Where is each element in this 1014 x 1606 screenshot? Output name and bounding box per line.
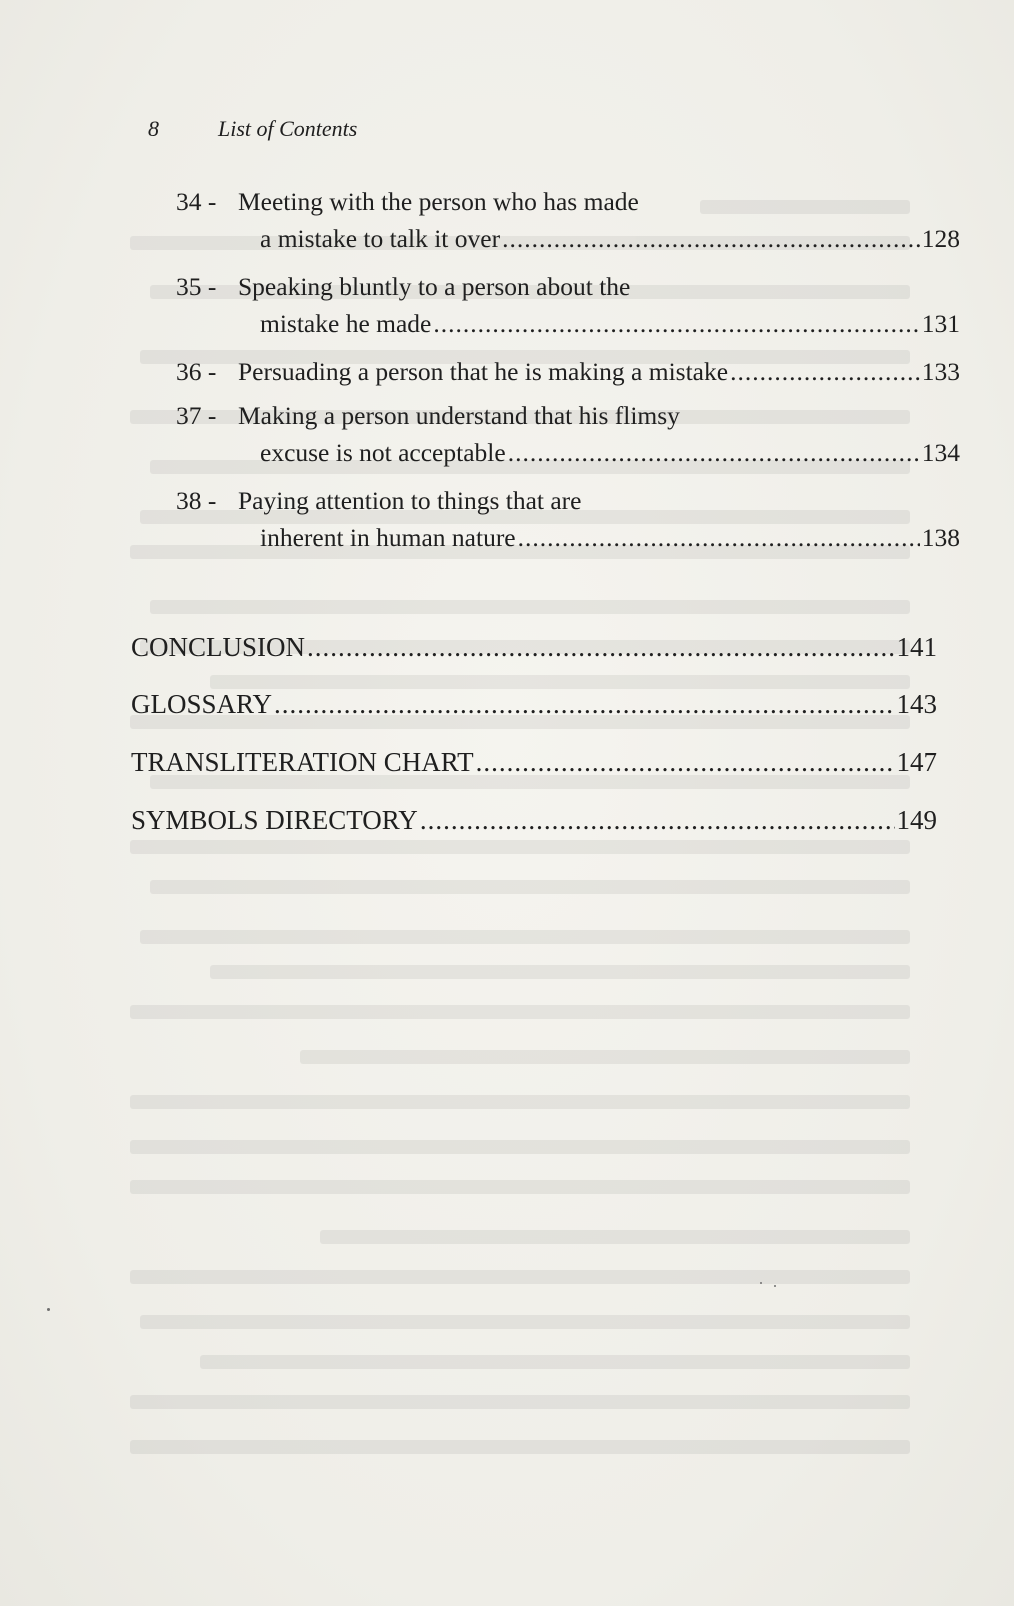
entry-number: 34 - (176, 187, 217, 216)
entry-title-line1: Speaking bluntly to a person about the (238, 272, 631, 301)
section-title: SYMBOLS DIRECTORY (131, 805, 418, 835)
contents-entry (176, 268, 960, 342)
contents-entry (176, 482, 960, 556)
entry-title-line2: excuse is not acceptable (260, 438, 506, 467)
paper-speck (760, 1282, 762, 1284)
section-title: TRANSLITERATION CHART (131, 747, 474, 777)
paper-speck (774, 1285, 776, 1287)
contents-section (131, 744, 937, 781)
section-page-number: 149 (896, 805, 937, 835)
section-title: CONCLUSION (131, 632, 306, 662)
entry-page-number: 134 (921, 438, 960, 467)
entry-title-line2: mistake he made (260, 309, 432, 338)
entry-number: 36 - (176, 357, 217, 386)
running-title: List of Contents (218, 116, 358, 141)
entry-title-line2: inherent in human nature (260, 523, 516, 552)
section-page-number: 141 (896, 632, 937, 662)
entry-title-line1: Making a person understand that his flimsy (238, 401, 680, 430)
contents-entry (176, 183, 960, 257)
contents-entry (176, 353, 960, 390)
entry-page-number: 133 (921, 357, 960, 386)
leader-dots (307, 629, 894, 666)
leader-dots (730, 353, 920, 390)
entry-page-number: 138 (921, 523, 960, 552)
contents-section (131, 686, 937, 723)
leader-dots (274, 686, 894, 723)
entry-number: 35 - (176, 272, 217, 301)
contents-entry (176, 397, 960, 471)
leader-dots (518, 519, 920, 556)
section-page-number: 143 (896, 689, 937, 719)
entry-title-line1: Paying attention to things that are (238, 486, 582, 515)
entry-title-line1: Meeting with the person who has made (238, 187, 639, 216)
leader-dots (502, 220, 920, 257)
page-number: 8 (148, 116, 159, 141)
entry-title-line1: Persuading a person that he is making a mistake (238, 357, 729, 386)
entry-number: 37 - (176, 401, 217, 430)
leader-dots (508, 434, 920, 471)
entry-number: 38 - (176, 486, 217, 515)
entry-title-line2: a mistake to talk it over (260, 224, 501, 253)
section-page-number: 147 (896, 747, 937, 777)
contents-section (131, 629, 937, 666)
entry-page-number: 131 (921, 309, 960, 338)
leader-dots (433, 305, 919, 342)
entry-page-number: 128 (921, 224, 960, 253)
leader-dots (476, 744, 895, 781)
contents-section (131, 802, 937, 839)
section-title: GLOSSARY (131, 689, 273, 719)
paper-speck (47, 1308, 50, 1311)
leader-dots (420, 802, 895, 839)
